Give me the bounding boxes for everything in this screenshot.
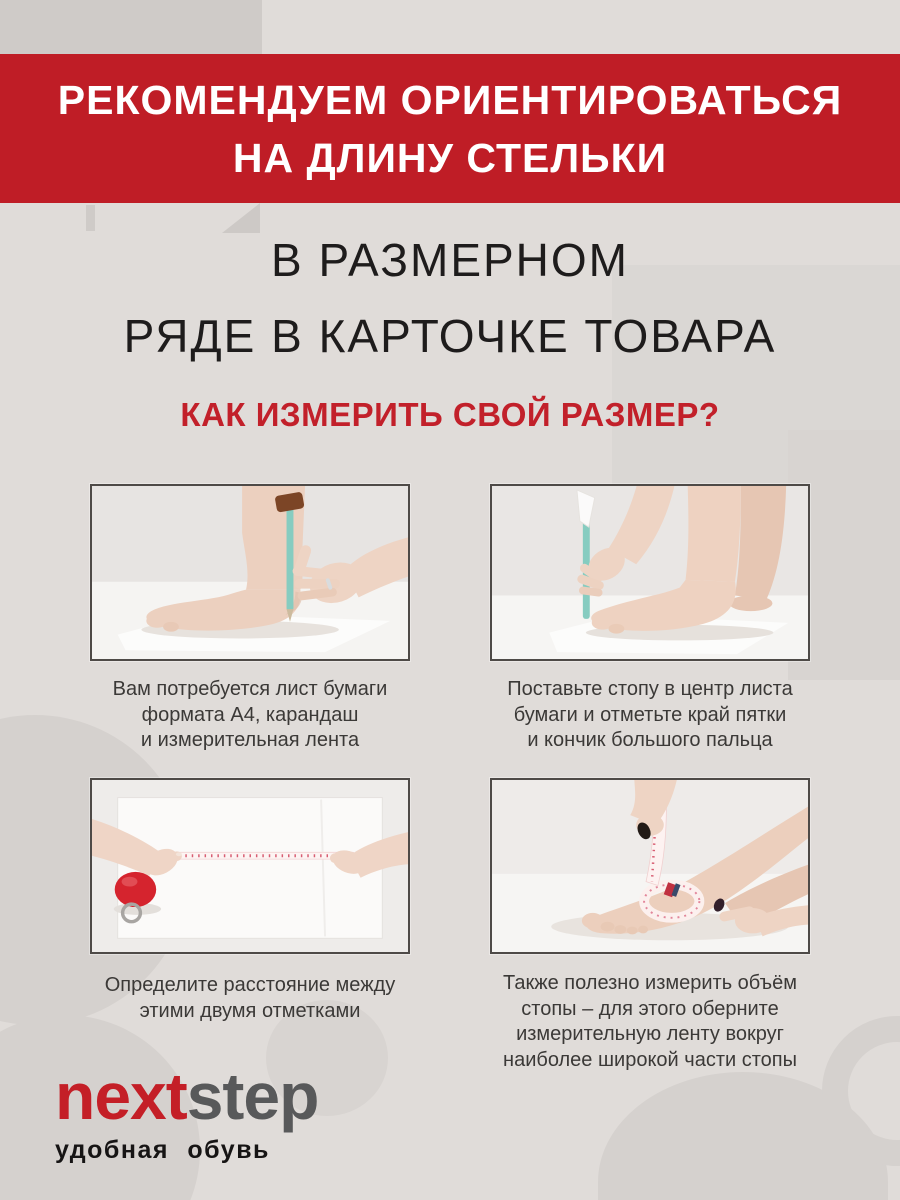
case-highlight [122, 877, 138, 887]
caption-line: измерительную ленту вокруг [516, 1023, 784, 1045]
step2-caption [440, 677, 860, 754]
banner-line-2: НА ДЛИНУ СТЕЛЬКИ [232, 134, 668, 181]
heading-line-2: РЯДЕ В КАРТОЧКЕ ТОВАРА [123, 310, 777, 362]
step1-photo [90, 484, 410, 661]
back-foot [729, 595, 772, 611]
caption-line: стопы – для этого оберните [521, 997, 779, 1020]
pencil [287, 502, 294, 611]
tape-around-foot-photo [492, 780, 808, 952]
toes [163, 622, 179, 632]
how-to-measure-subheading: КАК ИЗМЕРИТЬ СВОЙ РАЗМЕР? [180, 396, 720, 433]
step4-caption [440, 971, 860, 1073]
tape-case [115, 872, 156, 907]
step2-photo [490, 484, 810, 661]
logo-part-next: next [55, 1059, 187, 1133]
caption-line: формата А4, карандаш [141, 703, 359, 726]
step3-caption [40, 973, 460, 1024]
caption-line: бумаги и отметьте край пятки [513, 703, 787, 726]
big-toe [582, 913, 604, 929]
toes [609, 624, 625, 634]
left-nail [176, 852, 182, 856]
caption-line: Определите расстояние между [104, 974, 396, 996]
foot-heel-pencil-photo [92, 486, 408, 659]
toe [614, 925, 626, 934]
step4-photo [490, 778, 810, 954]
heading-line-1: В РАЗМЕРНОМ [270, 234, 629, 286]
tape-between-marks-photo [92, 780, 408, 952]
toe [601, 922, 615, 932]
finger [294, 579, 339, 589]
top-banner [0, 54, 900, 203]
caption-line: Вам потребуется лист бумаги [112, 678, 388, 700]
brand-logo [55, 1059, 319, 1165]
caption-line: Также полезно измерить объём [503, 972, 797, 994]
caption-line: Поставьте стопу в центр листа [507, 678, 793, 700]
logo-part-step: step [186, 1059, 319, 1133]
logo-tagline: удобная обувь [55, 1136, 270, 1164]
step3-photo [90, 778, 410, 954]
right-fingertip [330, 853, 340, 863]
deco-top-left-rect [0, 0, 262, 54]
banner-line-1: РЕКОМЕНДУЕМ ОРИЕНТИРОВАТЬСЯ [57, 76, 843, 123]
caption-line: этими двумя отметками [139, 999, 361, 1022]
caption-line: и кончик большого пальца [527, 729, 773, 751]
leg [686, 486, 741, 582]
toe [638, 926, 648, 934]
logo-wordmark [55, 1059, 319, 1133]
caption-line: и измерительная лента [140, 729, 360, 751]
foot-toe-pencil-photo [492, 486, 808, 659]
main-heading [0, 222, 900, 374]
toe [627, 927, 638, 935]
step1-caption [40, 677, 460, 754]
caption-line: наиболее широкой части стопы [503, 1048, 797, 1071]
